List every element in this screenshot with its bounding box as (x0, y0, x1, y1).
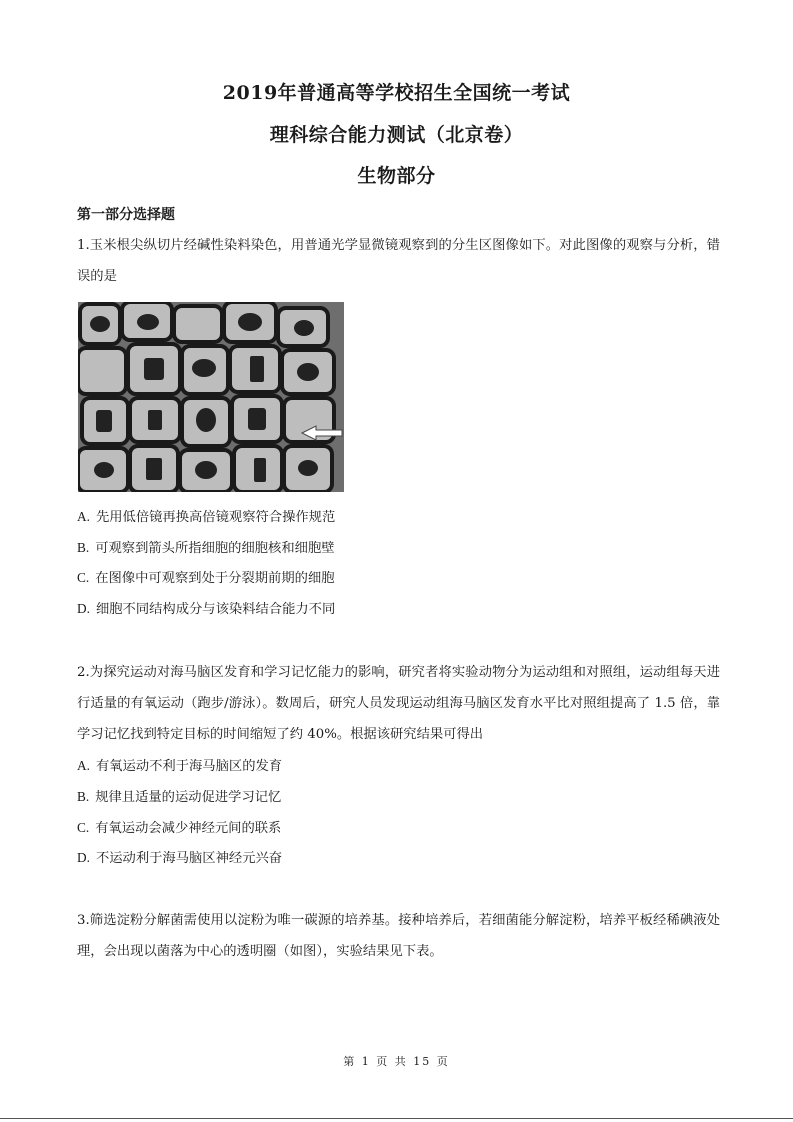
page-footer: 第 1 页 共 15 页 (343, 1055, 450, 1068)
q1-option-b-text: 可观察到箭头所指细胞的细胞核和细胞壁 (95, 541, 335, 556)
q2-option-c-key: C. (77, 820, 90, 835)
q1-option-c[interactable] (77, 568, 335, 589)
q1-option-d[interactable] (77, 599, 335, 620)
q1-option-c-text: 在图像中可观察到处于分裂期前期的细胞 (95, 571, 335, 586)
section-title: 第一部分选择题 (77, 207, 175, 223)
q2-option-a[interactable] (77, 756, 282, 777)
q1-option-b-key: B. (77, 540, 90, 555)
q2-option-b[interactable] (77, 787, 281, 808)
q2-option-d-key: D. (77, 850, 90, 865)
question-3-stem: 3.筛选淀粉分解菌需使用以淀粉为唯一碳源的培养基。接种培养后，若细菌能分解淀粉，培养平板经稀碘液处理，会出现以菌落为中心的透明圈（如图），实验结果见下表。 (77, 913, 720, 959)
exam-title: 2019年普通高等学校招生全国统一考试 (222, 82, 571, 104)
q2-option-b-key: B. (77, 789, 90, 804)
question-1-stem: 1.玉米根尖纵切片经碱性染料染色，用普通光学显微镜观察到的分生区图像如下。对此图像的观察与分析，错误的是 (77, 238, 720, 284)
q2-option-b-text: 规律且适量的运动促进学习记忆 (95, 790, 282, 805)
micrograph-root-tip-image (78, 302, 344, 492)
q2-option-a-text: 有氧运动不利于海马脑区的发育 (95, 759, 283, 774)
q1-option-a[interactable] (77, 507, 335, 528)
q2-option-d-text: 不运动利于海马脑区神经元兴奋 (95, 851, 283, 866)
q1-option-d-text: 细胞不同结构成分与该染料结合能力不同 (95, 602, 336, 617)
question-2-stem: 2.为探究运动对海马脑区发育和学习记忆能力的影响，研究者将实验动物分为运动组和对照组，运动组每天进行适量的有氧运动（跑步/游泳）。数周后，研究人员发现运动组海马脑区发育水平比对照组提高了 1.5 倍，靠学习记忆找到特定目标的时间缩短了约 40%。根据该研究结果可得出 (77, 665, 720, 742)
q1-option-a-key: A. (77, 509, 90, 524)
q1-option-d-key: D. (77, 601, 90, 616)
subject-title: 生物部分 (357, 165, 436, 187)
q2-option-a-key: A. (77, 758, 90, 773)
q1-option-b[interactable] (77, 538, 335, 559)
q1-option-a-text: 先用低倍镜再换高倍镜观察符合操作规范 (95, 510, 336, 525)
q2-option-d[interactable] (77, 848, 282, 869)
q2-option-c-text: 有氧运动会减少神经元间的联系 (95, 821, 282, 836)
q1-option-c-key: C. (77, 570, 90, 585)
exam-subtitle: 理科综合能力测试（北京卷） (269, 124, 524, 146)
bottom-divider (0, 1118, 793, 1119)
q2-option-c[interactable] (77, 818, 281, 839)
